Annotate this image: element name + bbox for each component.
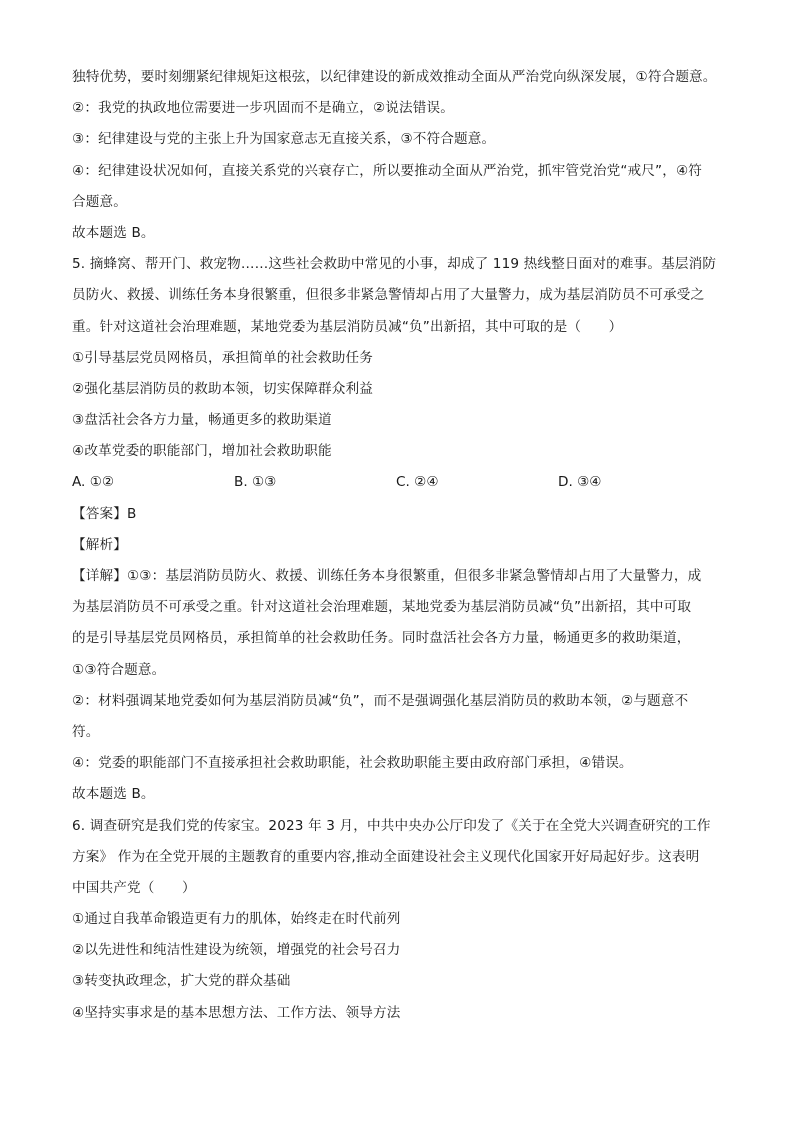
analysis-label: 【解析】 (72, 536, 127, 553)
text-line: 合题意。 (72, 193, 127, 210)
text-line: ②：我党的执政地位需要进一步巩固而不是确立，②说法错误。 (72, 100, 455, 117)
statement-item: ③盘活社会各方力量，畅通更多的救助渠道 (72, 412, 332, 429)
option-c: C. ②④ (396, 474, 439, 491)
detail-line: 符。 (72, 723, 100, 740)
conclusion-line: 故本题选 B。 (72, 224, 155, 241)
statement-item: ④改革党委的职能部门，增加社会救助职能 (72, 443, 332, 460)
detail-line: 的是引导基层党员网格员，承担简单的社会救助任务。同时盘活社会各方力量，畅通更多的救助渠道， (72, 630, 691, 647)
answer-line: 【答案】B (72, 505, 137, 522)
question-stem-line: 5. 摘蜂窝、帮开门、救宠物……这些社会救助中常见的小事，却成了 119 热线整日面对的难事。基层消防 (72, 256, 717, 273)
option-b: B. ①③ (234, 474, 277, 491)
option-d: D. ③④ (558, 474, 602, 491)
statement-item: ②强化基层消防员的救助本领，切实保障群众利益 (72, 380, 373, 397)
detail-line: 为基层消防员不可承受之重。针对这道社会治理难题，某地党委为基层消防员减“负”出新招，其中可取 (72, 599, 692, 616)
question-stem-line: 重。针对这道社会治理难题，某地党委为基层消防员减“负”出新招，其中可取的是（ ） (72, 318, 623, 335)
statement-item: ①通过自我革命锻造更有力的肌体，始终走在时代前列 (72, 911, 401, 928)
detail-line: 【详解】①③：基层消防员防火、救援、训练任务本身很繁重，但很多非紧急警情却占用了大量警力，成 (72, 568, 702, 584)
statement-item: ③转变执政理念，扩大党的群众基础 (72, 973, 291, 990)
statement-item: ①引导基层党员网格员，承担简单的社会救助任务 (72, 349, 373, 366)
text-line: ③：纪律建设与党的主张上升为国家意志无直接关系，③不符合题意。 (72, 131, 496, 148)
text-line: ④：纪律建设状况如何，直接关系党的兴衰存亡，所以要推动全面从严治党，抓牢管党治党“戒尺”，④符 (72, 162, 703, 179)
question-stem-line: 员防火、救援、训练任务本身很繁重，但很多非紧急警情却占用了大量警力，成为基层消防员不可承受之 (72, 287, 705, 304)
conclusion-line: 故本题选 B。 (72, 786, 155, 803)
detail-line: ①③符合题意。 (72, 661, 166, 678)
statement-item: ④坚持实事求是的基本思想方法、工作方法、领导方法 (72, 1004, 401, 1021)
option-a: A. ①② (72, 474, 115, 491)
question-stem-line: 方案》 作为在全党开展的主题教育的重要内容,推动全面建设社会主义现代化国家开好局起好步。这表明 (72, 848, 700, 865)
exam-page (72, 62, 732, 1029)
question-5 (72, 249, 732, 810)
question-stem-line: 中国共产党（ ） (72, 879, 196, 896)
detail-line: ②：材料强调某地党委如何为基层消防员减“负”，而不是强调强化基层消防员的救助本领，②与题意不 (72, 692, 689, 709)
answer-options (72, 467, 732, 498)
detail-line: ④：党委的职能部门不直接承担社会救助职能，社会救助职能主要由政府部门承担，④错误。 (72, 755, 633, 772)
text-line: 独特优势，要时刻绷紧纪律规矩这根弦，以纪律建设的新成效推动全面从严治党向纵深发展，①符合题意。 (72, 69, 717, 85)
question-6 (72, 811, 732, 1029)
statement-item: ②以先进性和纯洁性建设为统领，增强党的社会号召力 (72, 942, 401, 959)
question-stem-line: 6. 调查研究是我们党的传家宝。2023 年 3 月，中共中央办公厅印发了《关于在全党大兴调查研究的工作 (72, 817, 711, 834)
q4-analysis-continuation (72, 62, 732, 249)
